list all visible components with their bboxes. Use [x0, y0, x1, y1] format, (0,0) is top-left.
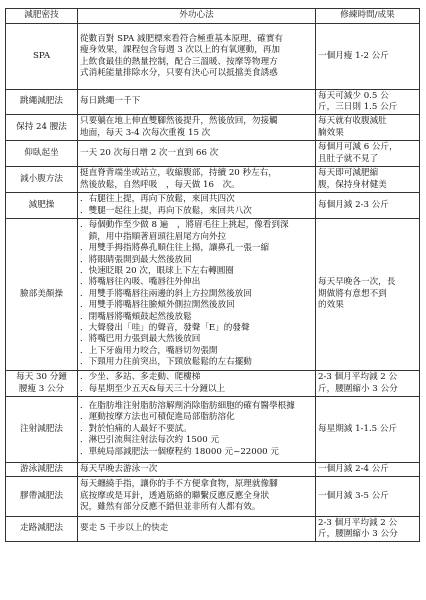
table-row — [6, 115, 420, 141]
text-line: ．每星期至少五天&每天三十分鐘以上 — [80, 383, 226, 394]
text-line: SPA — [32, 50, 51, 61]
table-row — [6, 141, 420, 167]
text-line: 每天即可減肥縮 — [318, 168, 379, 179]
text-line: 底按摩或是耳針，透過筋絡的聯繫反應反應全身狀 — [80, 490, 270, 501]
text-line: ．將眼睛張開到最大然後放回 — [80, 254, 192, 265]
text-line: 減小腹方法 — [20, 173, 63, 184]
text-line: ．用雙手將嘴唇往臉頰外側拉開然後放回 — [80, 300, 235, 311]
table-row — [6, 193, 420, 219]
table-row — [6, 219, 420, 371]
method-description — [78, 517, 316, 542]
text-line: 一個月減 3-5 公斤 — [318, 490, 389, 501]
text-line: ．上下牙齒用力咬合，嘴唇切勿張開 — [80, 345, 218, 356]
text-line: 且肚子就不見了 — [318, 153, 379, 164]
text-line: 走路減肥法 — [20, 523, 63, 534]
technique-name — [6, 141, 78, 167]
text-line: 每天早晚去游泳一次 — [80, 463, 158, 474]
text-line: 仰臥起坐 — [24, 147, 59, 158]
text-line: 每天纏繞手指，讓你的手不方便拿食物，原理就像腳 — [80, 479, 278, 490]
technique-name — [6, 193, 78, 219]
text-line: ．將嘴唇往內吸、嘴唇往外伸出 — [80, 277, 201, 288]
result-description — [316, 219, 420, 371]
text-line: 膠帶減肥法 — [20, 490, 63, 501]
text-line: 2-3 個月平均減 2 公 — [318, 372, 398, 383]
text-line: 2-3 個月平均減 2 公 — [318, 517, 398, 528]
header-result: 修練時間/成果 — [316, 9, 420, 24]
text-line: 期做將有意想不到 — [318, 288, 387, 299]
text-line: ．閉嘴唇將嘴頰鼓起然後放鬆 — [80, 311, 192, 322]
text-line: 地面，每天 3-4 次每次重複 15 次 — [80, 127, 211, 138]
text-line: ．大聲發出「哇」的聲音，發聲「E」的發聲 — [80, 323, 250, 334]
table-row — [6, 167, 420, 193]
text-line: 從數百對 SPA 減肥標來看符合極重基本原理，確實有 — [80, 33, 284, 44]
text-line: ．單純局部減肥法一個療程約 18000 元~22000 元 — [80, 446, 279, 457]
text-line: 腩效果 — [318, 127, 344, 138]
text-line: 保持 24 腰法 — [16, 121, 67, 132]
table-row — [6, 90, 420, 115]
technique-name — [6, 24, 78, 90]
method-description — [78, 397, 316, 463]
text-line: 上飲食最佳的熱量控制，配合三溫暖、按摩等物理方 — [80, 56, 278, 67]
text-line: ．雙腿一起往上提，再向下放鬆，來回共八次 — [80, 205, 252, 216]
method-description — [78, 463, 316, 477]
text-line: ．在脂肪堆注射脂肪溶解劑消除脂肪細胞的確有醫學根據 — [80, 400, 295, 411]
text-line: 每天 30 分鐘 — [16, 372, 67, 383]
header-technique: 減肥密技 — [6, 9, 78, 24]
technique-name — [6, 463, 78, 477]
result-description — [316, 90, 420, 115]
result-description — [316, 193, 420, 219]
technique-name — [6, 397, 78, 463]
text-line: 挺直脊背端坐或站立，收縮腹部，持續 20 秒左右， — [80, 168, 277, 179]
text-line: 每天早晚各一次，長 — [318, 277, 396, 288]
result-description — [316, 517, 420, 542]
text-line: ．運動按摩方法也可積促進局部脂肪溶化 — [80, 412, 235, 423]
text-line: ．下頸用力往前突出，下頸放鬆鬆的左右擺動 — [80, 357, 252, 368]
result-description — [316, 115, 420, 141]
technique-name — [6, 371, 78, 397]
header-row — [6, 9, 420, 24]
text-line: 況，雖然有部分反應不錯但並非所有人都有效。 — [80, 502, 261, 513]
text-line: ．少坐、多站、多走動、爬樓梯 — [80, 372, 201, 383]
text-line: 腰瘦 3 公分 — [18, 383, 65, 394]
text-line: ．右腿往上提，再向下放鬆，來回共四次 — [80, 194, 235, 205]
text-line: 每天就有收腹減肚 — [318, 116, 387, 127]
text-line: 鎖，用中指順著眉頭往眉尾方向外拉 — [80, 231, 227, 242]
method-description — [78, 167, 316, 193]
text-line: 跳繩減肥法 — [20, 96, 63, 107]
result-description — [316, 463, 420, 477]
text-line: ．用雙手拇指將鼻孔順住往上揚，讓鼻孔一張一縮 — [80, 243, 270, 254]
text-line: 每個月可減 6 公斤， — [318, 142, 398, 153]
result-description — [316, 167, 420, 193]
text-line: 斤，腰圍縮小 3 公分 — [318, 529, 398, 539]
result-description — [316, 477, 420, 517]
text-line: 腹，保持身材健美 — [318, 179, 387, 190]
text-line: 式消耗能量排除水分，只要有決心可以抵擋美食誘惑 — [80, 67, 278, 78]
text-line: ．淋巴引流與注射法每次約 1500 元 — [80, 435, 220, 446]
text-line: 減肥操 — [28, 199, 55, 210]
technique-name — [6, 219, 78, 371]
table-row — [6, 517, 420, 542]
header-method: 外功心法 — [78, 9, 316, 24]
text-line: 每天可減少 0.5 公 — [318, 90, 389, 101]
text-line: ．用雙手將嘴唇往兩邊的斜上方拉開然後放回 — [80, 288, 252, 299]
text-line: ．對於怕痛的人最好不要試。 — [80, 423, 192, 434]
text-line: 臉部美顏操 — [20, 288, 63, 299]
method-description — [78, 115, 316, 141]
result-description — [316, 371, 420, 397]
text-line: 斤，腰圍縮小 3 公分 — [318, 383, 398, 394]
method-description — [78, 24, 316, 90]
table-row — [6, 463, 420, 477]
weight-loss-table — [5, 8, 420, 542]
text-line: 要走 5 千步以上的快走 — [80, 523, 169, 534]
technique-name — [6, 167, 78, 193]
method-description — [78, 141, 316, 167]
result-description — [316, 397, 420, 463]
table-row — [6, 371, 420, 397]
technique-name — [6, 90, 78, 115]
technique-name — [6, 477, 78, 517]
result-description — [316, 141, 420, 167]
text-line: 斤，三日則 1.5 公斤 — [318, 102, 398, 112]
text-line: 一天 20 次每日增 2 次一直到 66 次 — [80, 147, 219, 158]
text-line: 每日跳繩一千下 — [80, 96, 141, 107]
technique-name — [6, 517, 78, 542]
result-description — [316, 24, 420, 90]
text-line: ．快速眨眼 20 次，眼球上下左右轉圓圈 — [80, 265, 234, 276]
method-description — [78, 477, 316, 517]
technique-name — [6, 115, 78, 141]
table-row — [6, 397, 420, 463]
table-row — [6, 24, 420, 90]
text-line: ．每個動作至少做 8 遍 ，將眉毛往上挑起，像看到深 — [80, 220, 289, 231]
text-line: 每個月減 2-3 公斤 — [318, 199, 389, 210]
text-line: 每星期減 1-1.5 公斤 — [318, 423, 398, 434]
method-description — [78, 90, 316, 115]
text-line: 瘦身效果，課程包含每週 3 次以上的有氧運動，再加 — [80, 45, 280, 56]
method-description — [78, 371, 316, 397]
text-line: 注射減肥法 — [20, 423, 63, 434]
method-description — [78, 219, 316, 371]
text-line: ．將嘴巴用力張到最大然後放回 — [80, 334, 201, 345]
text-line: 游泳減肥法 — [20, 463, 63, 474]
method-description — [78, 193, 316, 219]
text-line: 一個月減 2-4 公斤 — [318, 463, 389, 474]
text-line: 然後放鬆，自然呼吸 ，每天做 16 次。 — [80, 179, 240, 190]
text-line: 的效果 — [318, 300, 344, 311]
text-line: 一個月瘦 1-2 公斤 — [318, 50, 389, 61]
text-line: 只要躺在地上伸直雙腳然後提升，然後放回，勿接觸 — [80, 116, 278, 127]
table-row — [6, 477, 420, 517]
